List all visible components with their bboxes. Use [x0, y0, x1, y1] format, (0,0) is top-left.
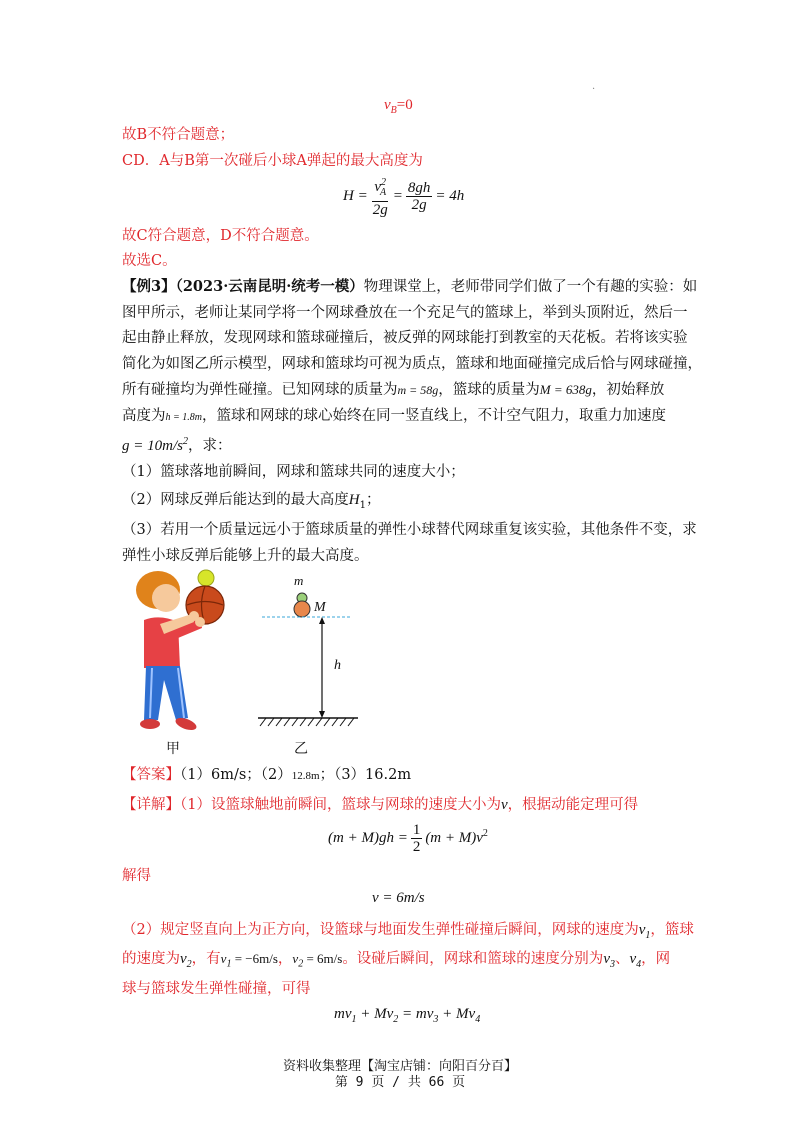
- example-p7b: ，求：: [187, 438, 232, 454]
- answer-2a: （2）: [260, 767, 292, 783]
- example-line-3: 起由静止释放，发现网球和篮球碰撞后，被反弹的网球能打到教室的天花板。若将该实验: [122, 330, 688, 346]
- question-1: （1）篮球落地前瞬间，网球和篮球共同的速度大小；: [122, 464, 465, 480]
- example-p1: 物理课堂上，老师带同学们做了一个有趣的实验：如: [363, 279, 698, 295]
- eq-vb-sub: B: [390, 105, 397, 116]
- answer-tag: 【答案】: [122, 767, 180, 783]
- detail-d2b: ，篮球: [650, 922, 694, 938]
- example-height-h: h = 1.8m: [165, 412, 202, 423]
- detail-d3b: ，有: [191, 951, 221, 967]
- equation-momentum: [334, 1006, 480, 1025]
- ball-big-m: [294, 601, 310, 617]
- question-3-line-1: （3）若用一个质量远远小于篮球质量的弹性小球替代网球重复该实验，其他条件不变，求: [122, 522, 697, 538]
- detail-d1b: ，根据动能定理可得: [507, 797, 639, 813]
- eq1-rhs: (m + M)v: [425, 830, 483, 846]
- eq3-c-sub: 3: [433, 1014, 439, 1025]
- eq-h-rest: = 4h: [435, 188, 465, 204]
- eq3-a: mv: [334, 1006, 352, 1022]
- line-b-not: 故B不符合题意；: [122, 127, 235, 143]
- detail-line-2: [122, 921, 694, 945]
- example-line-6: [122, 407, 666, 427]
- eq-h-frac1: [371, 175, 390, 218]
- detail-v: v: [500, 797, 508, 813]
- detail-d3c: ，: [277, 951, 293, 967]
- detail-v4-symbol: v: [629, 951, 637, 967]
- equation-energy: [328, 822, 488, 855]
- corner-mark: ·: [592, 84, 596, 95]
- detail-e2-symbol: v: [292, 951, 299, 966]
- example-mass-m: m = 58g: [397, 383, 439, 397]
- detail-d3e: ，网: [641, 951, 671, 967]
- example-line-5: [122, 381, 664, 399]
- question-2a: （2）网球反弹后能达到的最大高度: [122, 492, 349, 508]
- boy-shoe-left: [140, 719, 160, 729]
- eq-h-n1: v: [374, 179, 381, 195]
- figure-label-yi: 乙: [294, 741, 308, 757]
- example-p6a: 高度为: [122, 408, 166, 424]
- detail-d3sep: 、: [614, 951, 630, 967]
- detail-e1-rest: = −6m/s: [231, 951, 278, 966]
- equation-h: [343, 175, 464, 218]
- question-2b: ；: [365, 492, 381, 508]
- eq1-sup: 2: [482, 828, 488, 839]
- eq-h-d2: 2g: [411, 197, 427, 213]
- detail-e1-sub: 1: [226, 958, 232, 970]
- eq-h-frac2: [406, 180, 433, 213]
- line-choose-c: 故选C。: [122, 253, 177, 269]
- footer-page-number: 第 9 页 / 共 66 页: [334, 1075, 466, 1090]
- eq-h-d1: 2g: [372, 202, 388, 218]
- example-mass-big-m: M = 638g: [539, 382, 592, 397]
- eq3-d: + Mv: [438, 1006, 476, 1022]
- detail-e1-symbol: v: [220, 951, 227, 966]
- eq3-b-sub: 2: [393, 1014, 399, 1025]
- example-gravity-value: g = 10m/s: [122, 438, 183, 454]
- example-gravity-sup: 2: [182, 436, 188, 447]
- eq-h-n1-sub: A: [380, 187, 387, 198]
- question-2: [122, 491, 380, 515]
- detail-v1-symbol: v: [638, 922, 646, 938]
- example-gravity: [122, 438, 188, 454]
- figure-boy-illustration: [130, 568, 240, 740]
- eq-vb-rest: =0: [396, 97, 413, 113]
- detail-v3-symbol: v: [603, 951, 610, 967]
- figure-label-m: m: [294, 573, 304, 588]
- equation-vb: [384, 97, 413, 116]
- question-2-h-sub: 1: [359, 499, 366, 511]
- answer-3: （3）16.2m: [334, 767, 412, 783]
- example-line-1: [122, 278, 697, 296]
- example-line-4: 简化为如图乙所示模型，网球和篮球均可视为质点，篮球和地面碰撞完成后恰与网球碰撞，: [122, 356, 702, 372]
- eq3-c: = mv: [398, 1006, 434, 1022]
- detail-jiede: 解得: [122, 868, 151, 884]
- example-p5c: ，初始释放: [591, 382, 665, 398]
- detail-v2-symbol: v: [180, 951, 187, 967]
- detail-e2-sub: 2: [298, 958, 304, 970]
- eq-h-eq: =: [392, 188, 403, 204]
- detail-e2-rest: = 6m/s: [303, 951, 343, 966]
- figure-label-big-m: M: [314, 600, 326, 615]
- eq3-a-sub: 1: [351, 1014, 357, 1025]
- detail-d2a: （2）规定竖直向上为正方向，设篮球与地面发生弹性碰撞后瞬间，网球的速度为: [122, 922, 639, 938]
- equation-v: v = 6m/s: [372, 890, 425, 906]
- detail-d3a: 的速度为: [122, 951, 180, 967]
- detail-v3-sub: 3: [609, 959, 615, 970]
- footer-source: 资料收集整理【淘宝店铺：向阳百分百】: [282, 1059, 517, 1074]
- figure-label-jia: 甲: [166, 741, 180, 757]
- eq-vb-symbol: v: [384, 97, 391, 113]
- eq3-b: + Mv: [356, 1006, 394, 1022]
- question-3-line-2: 弹性小球反弹后能够上升的最大高度。: [122, 548, 369, 564]
- detail-d1a: （1）设篮球触地前瞬间，篮球与网球的速度大小为: [180, 797, 501, 813]
- detail-tag: 【详解】: [122, 797, 180, 813]
- boy-face: [152, 584, 180, 612]
- eq1-frac: [411, 822, 423, 855]
- detail-v2-sub: 2: [186, 959, 192, 970]
- figure-label-h: h: [334, 658, 341, 673]
- eq3-d-sub: 4: [475, 1014, 481, 1025]
- detail-v1: [638, 922, 651, 941]
- detail-v1-sub: 1: [645, 930, 651, 941]
- example-line-2: 图甲所示，老师让某同学将一个网球叠放在一个充足气的篮球上，举到头顶附近，然后一: [122, 305, 688, 321]
- answer-line: [122, 766, 411, 785]
- line-c-conforms: 故C符合题意，D不符合题意。: [122, 228, 319, 244]
- answer-2-value: 12.8m: [291, 770, 320, 782]
- eq1-num: 1: [412, 822, 421, 838]
- eq1-lhs: (m + M)gh =: [328, 830, 408, 846]
- figure-model-diagram: [250, 570, 370, 730]
- example-source: （2023·云南昆明·统考一模）: [175, 278, 364, 295]
- example-tag: 【例3】: [122, 278, 176, 295]
- detail-line-1: [122, 796, 638, 814]
- eq1-den: 2: [412, 839, 421, 855]
- example-p5b: ，篮球的质量为: [438, 382, 540, 398]
- tennis-ball-icon: [198, 570, 214, 586]
- example-p5a: 所有碰撞均为弹性碰撞。已知网球的质量为: [122, 382, 398, 398]
- detail-line-4: 球与篮球发生弹性碰撞，可得: [122, 981, 311, 997]
- line-cd: CD．A与B第一次碰后小球A弹起的最大高度为: [122, 153, 423, 169]
- answer-2b: ；: [319, 767, 335, 783]
- question-2-h: H: [348, 492, 360, 508]
- detail-line-3: [122, 950, 670, 974]
- detail-v4-sub: 4: [636, 959, 642, 970]
- eq-h-n2: 8gh: [407, 180, 431, 196]
- answer-1: （1）6m/s；: [180, 767, 261, 783]
- eq-h-n1-sup: 2: [381, 177, 386, 188]
- eq-h-lhs: H =: [343, 188, 368, 204]
- example-line-7: [122, 433, 231, 455]
- detail-d3d: 。设碰后瞬间，网球和篮球的速度分别为: [342, 951, 604, 967]
- example-p6b: ，篮球和网球的球心始终在同一竖直线上，不计空气阻力，取重力加速度: [201, 408, 666, 424]
